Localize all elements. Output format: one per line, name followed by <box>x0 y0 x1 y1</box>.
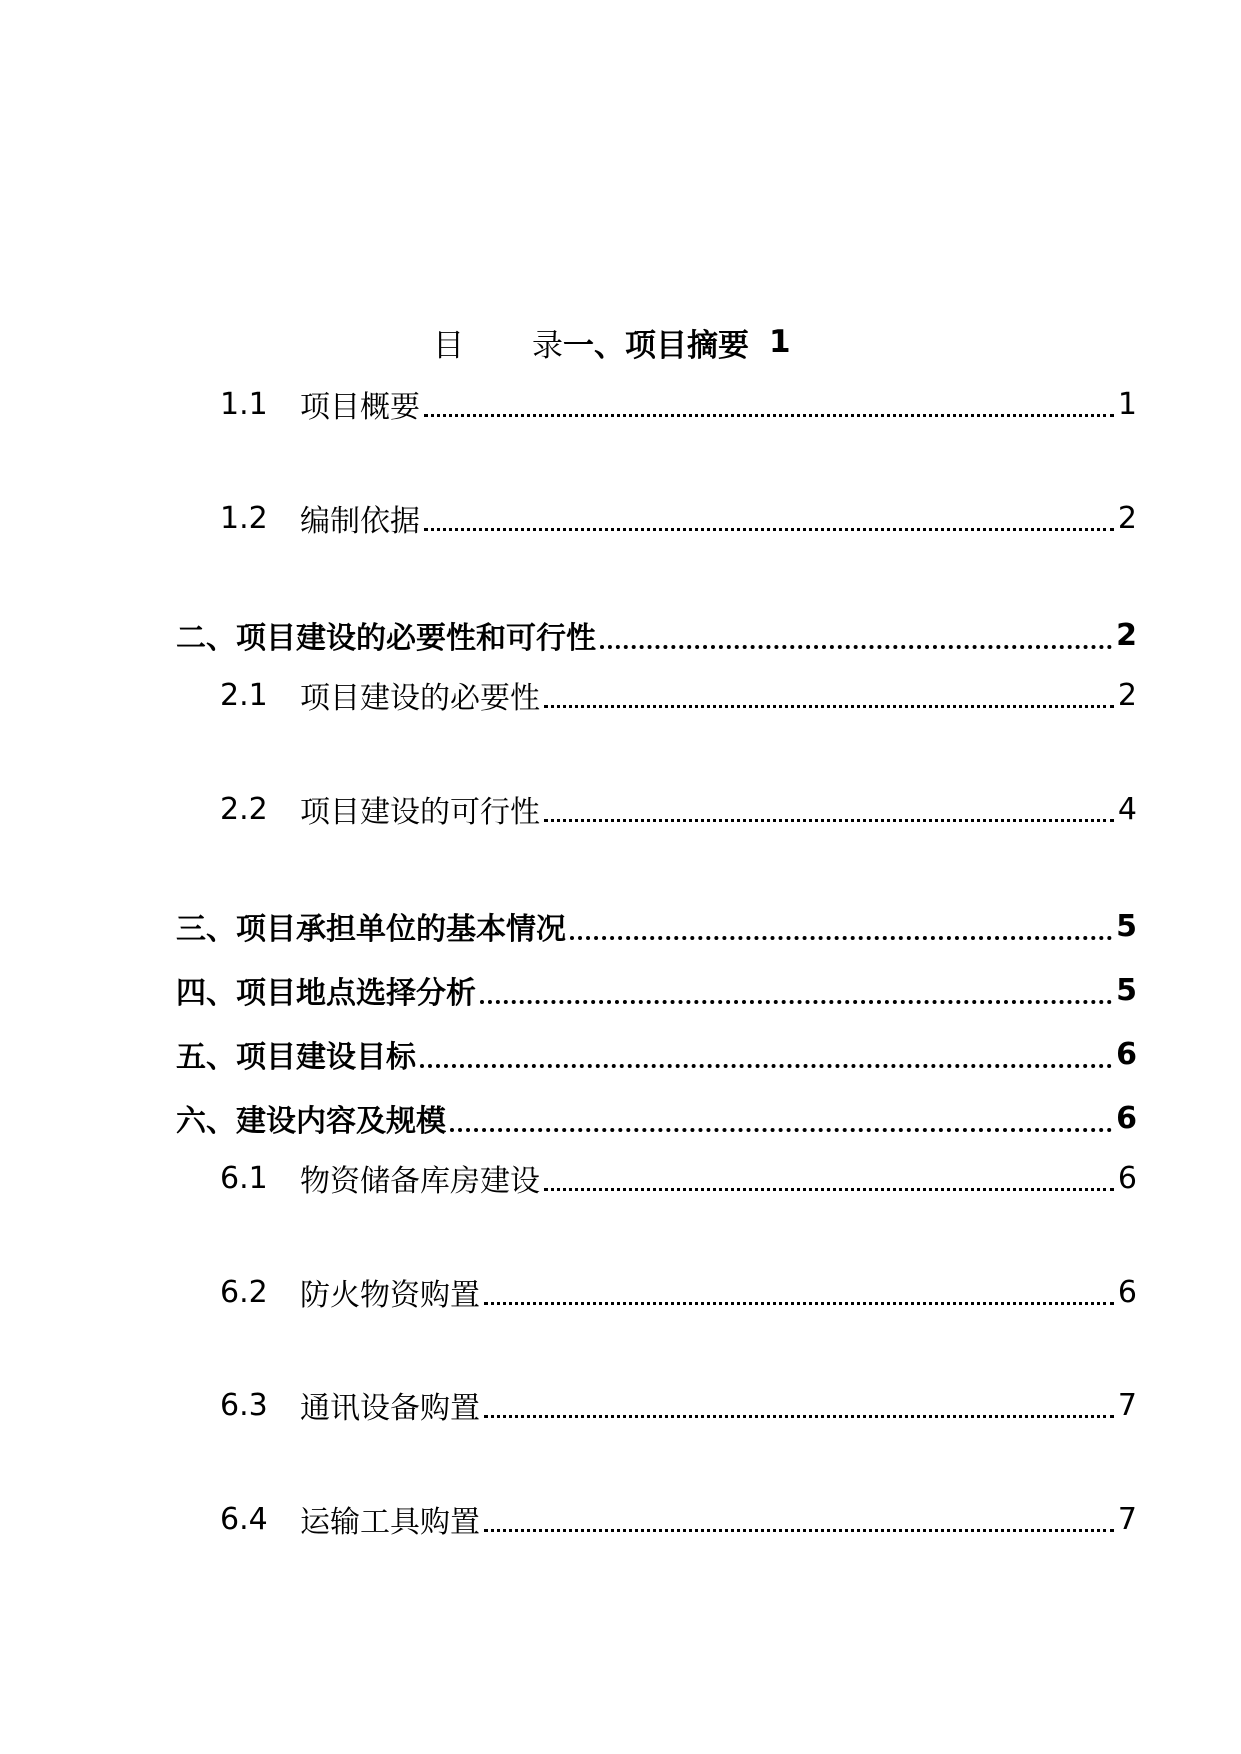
toc-heading-char-1: 目 <box>433 327 464 364</box>
toc-entry-page: 7 <box>1117 1501 1137 1537</box>
toc-entry-number: 2.1 <box>220 677 268 713</box>
toc-leader-dots <box>600 645 1112 649</box>
toc-leader-dots <box>424 414 1114 417</box>
toc-leader-dots <box>484 1415 1114 1418</box>
toc-entry[interactable] <box>0 671 1241 719</box>
toc-entry-page: 4 <box>1117 791 1137 827</box>
toc-entry-number: 6.4 <box>220 1501 268 1537</box>
toc-entry[interactable] <box>0 1030 1241 1078</box>
toc-first-section-page: 1 <box>769 324 791 360</box>
toc-entry-title: 物资储备库房建设 <box>300 1164 540 1199</box>
toc-leader-dots <box>544 705 1114 708</box>
toc-leader-dots <box>544 819 1114 822</box>
toc-entry[interactable] <box>0 611 1241 659</box>
toc-leader-dots <box>570 936 1112 940</box>
toc-entry-page: 6 <box>1117 1160 1137 1196</box>
toc-entry-number: 1.2 <box>220 500 268 536</box>
toc-entry-page: 6 <box>1116 1036 1137 1072</box>
toc-entry[interactable] <box>0 494 1241 542</box>
toc-entry-page: 7 <box>1117 1387 1137 1423</box>
toc-entry-title: 二、项目建设的必要性和可行性 <box>176 621 596 656</box>
toc-entry-number: 6.1 <box>220 1160 268 1196</box>
toc-entry[interactable] <box>0 1094 1241 1142</box>
toc-entry-title: 项目建设的可行性 <box>300 795 540 830</box>
toc-entry-title: 三、项目承担单位的基本情况 <box>176 912 566 947</box>
toc-entry-title: 防火物资购置 <box>300 1278 480 1313</box>
toc-entry-number: 6.2 <box>220 1274 268 1310</box>
toc-entry-title: 五、项目建设目标 <box>176 1040 416 1075</box>
toc-entry[interactable] <box>0 902 1241 950</box>
toc-entry-page: 2 <box>1117 500 1137 536</box>
toc-leader-dots <box>480 1000 1112 1004</box>
toc-entry[interactable] <box>0 966 1241 1014</box>
toc-entry-title: 项目概要 <box>300 390 420 425</box>
toc-leader-dots <box>484 1302 1114 1305</box>
toc-entry-title: 编制依据 <box>300 504 420 539</box>
toc-entry-page: 1 <box>1117 386 1137 422</box>
toc-entry-title: 四、项目地点选择分析 <box>176 976 476 1011</box>
toc-heading-char-2: 录 <box>532 327 563 364</box>
toc-entry[interactable] <box>0 1495 1241 1543</box>
toc-entry-page: 2 <box>1117 677 1137 713</box>
toc-entry-title: 六、建设内容及规模 <box>176 1104 446 1139</box>
toc-entry-page: 6 <box>1117 1274 1137 1310</box>
toc-entry-title: 运输工具购置 <box>300 1505 480 1540</box>
toc-entry[interactable] <box>0 1268 1241 1316</box>
toc-leader-dots <box>420 1064 1112 1068</box>
toc-entry-page: 2 <box>1116 617 1137 653</box>
toc-leader-dots <box>424 528 1114 531</box>
toc-leader-dots <box>450 1128 1112 1132</box>
toc-first-section-title: 一、项目摘要 <box>563 327 749 364</box>
toc-entry[interactable] <box>0 380 1241 428</box>
toc-entry[interactable] <box>0 1154 1241 1202</box>
toc-heading <box>433 318 791 366</box>
toc-entry-title: 项目建设的必要性 <box>300 681 540 716</box>
toc-entry-page: 5 <box>1116 908 1137 944</box>
toc-entry[interactable] <box>0 1381 1241 1429</box>
toc-entry-page: 5 <box>1116 972 1137 1008</box>
toc-leader-dots <box>544 1188 1114 1191</box>
toc-entry-page: 6 <box>1116 1100 1137 1136</box>
toc-entry-title: 通讯设备购置 <box>300 1391 480 1426</box>
toc-entry-number: 6.3 <box>220 1387 268 1423</box>
toc-entry[interactable] <box>0 785 1241 833</box>
toc-leader-dots <box>484 1529 1114 1532</box>
toc-entry-number: 1.1 <box>220 386 268 422</box>
toc-entry-number: 2.2 <box>220 791 268 827</box>
